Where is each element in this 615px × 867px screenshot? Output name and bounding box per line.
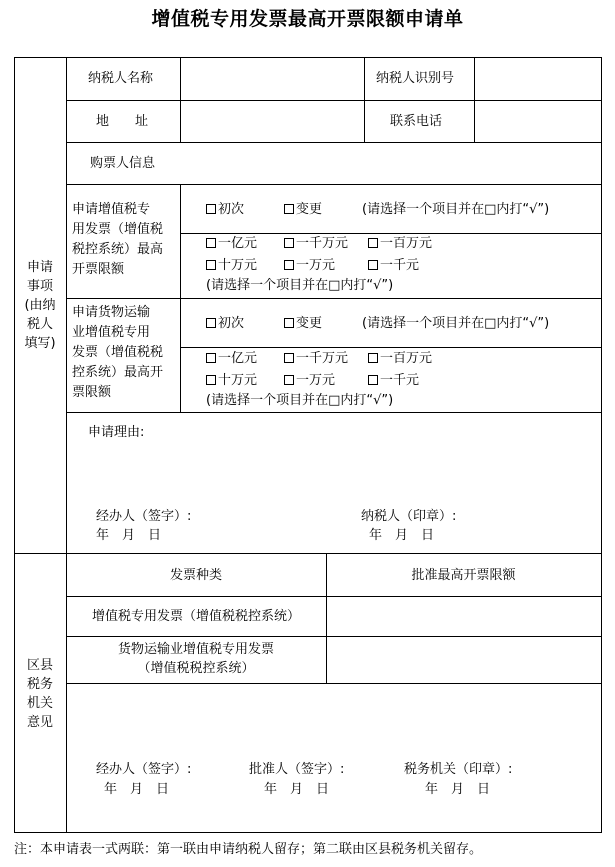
freight-amount-1k[interactable]: 一千元 [368, 371, 419, 390]
freight-invoice-row: 货物运输业增值税专用发票 （增值税税控系统） [117, 642, 274, 676]
reason-date-2: 年 月 日 [369, 528, 435, 543]
reason-handler-label: 经办人（签字）: [96, 509, 192, 524]
checkbox-icon[interactable] [284, 238, 294, 248]
checkbox-icon[interactable] [284, 260, 294, 270]
checkbox-icon[interactable] [368, 260, 378, 270]
freight-amount-10k[interactable]: 一万元 [284, 371, 335, 390]
taxpayer-name-label: 纳税人名称 [88, 71, 154, 86]
freight-amount-1m[interactable]: 一百万元 [368, 349, 432, 368]
review-handler-label: 经办人（签字）: [96, 762, 192, 777]
freight-first-option[interactable]: 初次 [206, 314, 244, 333]
vat-amount-note: (请选择一个项目并在□内打“√”) [206, 278, 394, 293]
row-line-5 [66, 412, 602, 413]
form-title: 增值税专用发票最高开票限额申请单 [151, 8, 464, 30]
review-line-3 [66, 683, 602, 684]
checkbox-icon[interactable] [206, 375, 216, 385]
phone-field[interactable] [475, 101, 601, 142]
checkbox-icon[interactable] [368, 353, 378, 363]
taxpayer-seal-label: 纳税人（印章）: [361, 509, 457, 524]
review-date-3: 年 月 日 [425, 782, 491, 797]
phone-label: 联系电话 [390, 114, 443, 129]
taxpayer-name-field[interactable] [181, 58, 364, 100]
review-date-2: 年 月 日 [264, 782, 330, 797]
address-label: 地 址 [96, 114, 149, 129]
checkbox-icon[interactable] [284, 353, 294, 363]
apply-section-label: 申请 事项 (由纳 税人 填写) [24, 260, 56, 351]
freight-type-note: (请选择一个项目并在□内打“√”) [362, 316, 550, 331]
vat-amount-10k[interactable]: 一万元 [284, 256, 335, 275]
buyer-info-label: 购票人信息 [90, 156, 156, 171]
approver-label: 批准人（签字）: [249, 762, 345, 777]
frame-right [601, 57, 602, 833]
freight-change-option[interactable]: 变更 [284, 314, 322, 333]
tax-office-seal-label: 税务机关（印章）: [404, 762, 513, 777]
freight-split-line [180, 347, 602, 348]
vat-amount-1m[interactable]: 一百万元 [368, 234, 432, 253]
col-line-b [364, 57, 365, 142]
checkbox-icon[interactable] [368, 375, 378, 385]
checkbox-icon[interactable] [284, 318, 294, 328]
col-line-d [180, 184, 181, 412]
freight-amount-100m[interactable]: 一亿元 [206, 349, 257, 368]
row-line-2 [66, 142, 602, 143]
vat-amount-10m[interactable]: 一千万元 [284, 234, 348, 253]
frame-bottom [14, 832, 602, 833]
vat-limit-label: 申请增值税专 用发票（增值税 税控系统）最高 开票限额 [72, 202, 164, 277]
review-section-label: 区县 税务 机关 意见 [26, 658, 53, 730]
vat-amount-1k[interactable]: 一千元 [368, 256, 419, 275]
vat-amount-100m[interactable]: 一亿元 [206, 234, 257, 253]
vat-first-option[interactable]: 初次 [206, 200, 244, 219]
taxpayer-id-field[interactable] [475, 58, 601, 100]
reason-label: 申请理由: [88, 425, 145, 440]
checkbox-icon[interactable] [206, 204, 216, 214]
checkbox-icon[interactable] [206, 238, 216, 248]
review-date-1: 年 月 日 [104, 782, 170, 797]
vat-type-note: (请选择一个项目并在□内打“√”) [362, 202, 550, 217]
checkbox-icon[interactable] [206, 318, 216, 328]
freight-amount-100k[interactable]: 十万元 [206, 371, 257, 390]
vat-change-option[interactable]: 变更 [284, 200, 322, 219]
approved-limit-header: 批准最高开票限额 [411, 568, 516, 583]
freight-amount-note: (请选择一个项目并在□内打“√”) [206, 393, 394, 408]
checkbox-icon[interactable] [206, 353, 216, 363]
vat-approved-limit-field[interactable] [327, 597, 601, 636]
left-column-divider [66, 57, 67, 833]
freight-amount-10m[interactable]: 一千万元 [284, 349, 348, 368]
row-line-3 [66, 184, 602, 185]
vat-amount-100k[interactable]: 十万元 [206, 256, 257, 275]
taxpayer-id-label: 纳税人识别号 [376, 71, 455, 86]
footnote: 注：本申请表一式两联：第一联由申请纳税人留存；第二联由区县税务机关留存。 [14, 842, 483, 857]
reason-field[interactable] [70, 444, 598, 502]
address-field[interactable] [181, 101, 364, 142]
checkbox-icon[interactable] [368, 238, 378, 248]
checkbox-icon[interactable] [206, 260, 216, 270]
vat-invoice-row: 增值税专用发票（增值税税控系统） [91, 609, 300, 624]
section-divider [14, 553, 602, 554]
checkbox-icon[interactable] [284, 204, 294, 214]
freight-limit-label: 申请货物运输 业增值税专用 发票（增值税税 控系统）最高开 票限额 [72, 305, 164, 400]
checkbox-icon[interactable] [284, 375, 294, 385]
invoice-type-header: 发票种类 [169, 568, 222, 583]
row-line-4 [66, 298, 602, 299]
reason-date-1: 年 月 日 [96, 528, 162, 543]
frame-left [14, 57, 15, 833]
freight-approved-limit-field[interactable] [327, 637, 601, 683]
